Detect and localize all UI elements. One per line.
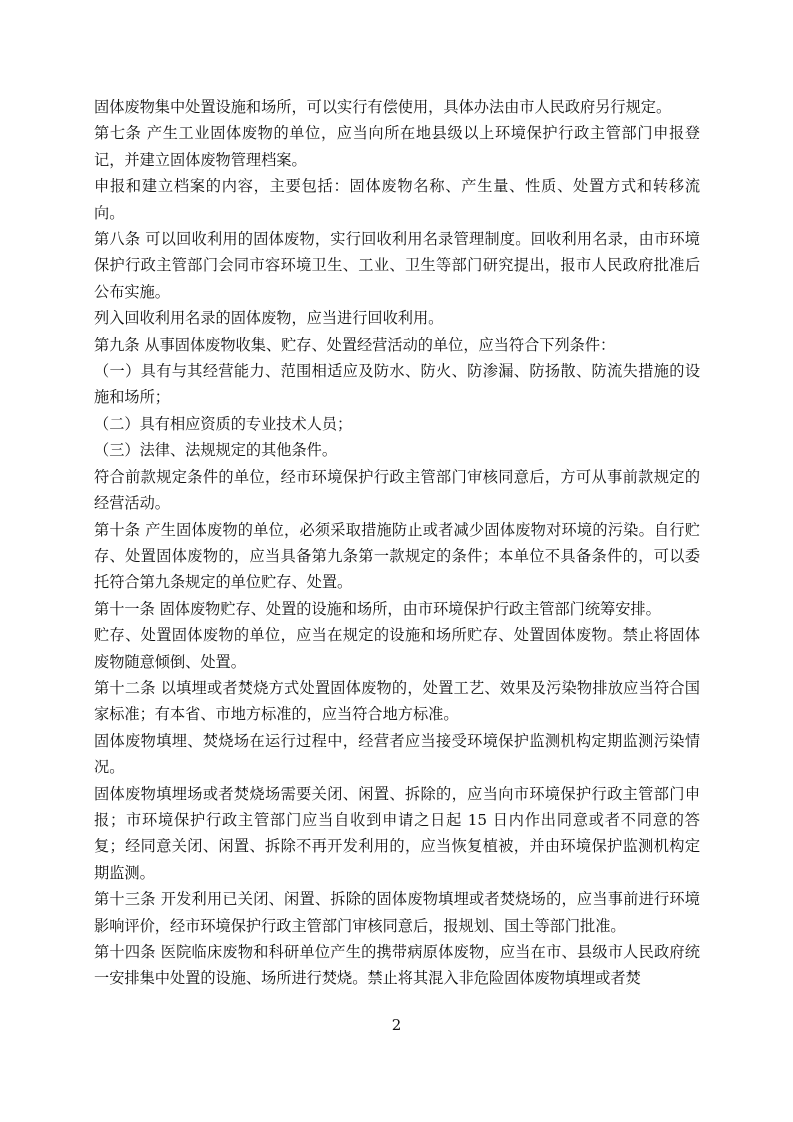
paragraph: 固体废物填埋、焚烧场在运行过程中，经营者应当接受环境保护监测机构定期监测污染情况。 bbox=[94, 731, 700, 777]
paragraph: 第七条 产生工业固体废物的单位，应当向所在地县级以上环境保护行政主管部门申报登记，并建立固体废物管理档案。 bbox=[94, 124, 700, 169]
paragraph: 第十二条 以填埋或者焚烧方式处置固体废物的，处置工艺、效果及污染物排放应当符合国家标准；有本省、市地方标准的，应当符合地方标准。 bbox=[94, 678, 700, 724]
paragraph: 固体废物集中处置设施和场所，可以实行有偿使用，具体办法由市人民政府另行规定。 bbox=[94, 98, 672, 116]
paragraph: 贮存、处置固体废物的单位，应当在规定的设施和场所贮存、处置固体废物。禁止将固体废物随意倾倒、处置。 bbox=[94, 626, 700, 671]
paragraph: 符合前款规定条件的单位，经市环境保护行政主管部门审核同意后，方可从事前款规定的经营活动。 bbox=[94, 467, 700, 513]
paragraph: 第九条 从事固体废物收集、贮存、处置经营活动的单位，应当符合下列条件： bbox=[94, 335, 616, 354]
page-number: 2 bbox=[391, 1016, 402, 1034]
paragraph: （二）具有相应资质的专业技术人员； bbox=[94, 414, 353, 433]
paragraph: 第十一条 固体废物贮存、处置的设施和场所，由市环境保护行政主管部门统筹安排。 bbox=[94, 599, 661, 618]
paragraph: （三）法律、法规规定的其他条件。 bbox=[94, 441, 337, 460]
paragraph: （一）具有与其经营能力、范围相适应及防水、防火、防渗漏、防扬散、防流失措施的设施和场所； bbox=[94, 362, 700, 407]
paragraph: 第十三条 开发利用已关闭、闲置、拆除的固体废物填埋或者焚烧场的，应当事前进行环境影响评价，经市环境保护行政主管部门审核同意后，报规划、国土等部门批准。 bbox=[94, 890, 700, 935]
paragraph: 固体废物填埋场或者焚烧场需要关闭、闲置、拆除的，应当向市环境保护行政主管部门申报；市环境保护行政主管部门应当自收到申请之日起 15 日内作出同意或者不同意的答复；经同意关闭、闲置、拆除不再开发利用的，应当恢复植被，并由环境保护监测机构定期监测。 bbox=[94, 784, 700, 882]
paragraph: 列入回收利用名录的固体废物，应当进行回收利用。 bbox=[94, 309, 444, 328]
paragraph: 申报和建立档案的内容，主要包括：固体废物名称、产生量、性质、处置方式和转移流向。 bbox=[94, 177, 700, 222]
paragraph: 第十条 产生固体废物的单位，必须采取措施防止或者减少固体废物对环境的污染。自行贮存、处置固体废物的，应当具备第九条第一款规定的条件；本单位不具备条件的，可以委托符合第九条规定的单位贮存、处置。 bbox=[94, 520, 700, 592]
paragraph: 第十四条 医院临床废物和科研单位产生的携带病原体废物，应当在市、县级市人民政府统一安排集中处置的设施、场所进行焚烧。禁止将其混入非危险固体废物填埋或者焚 bbox=[94, 943, 700, 988]
paragraph: 第八条 可以回收利用的固体废物，实行回收利用名录管理制度。回收利用名录，由市环境保护行政主管部门会同市容环境卫生、工业、卫生等部门研究提出，报市人民政府批准后公布实施。 bbox=[94, 230, 700, 301]
document-body bbox=[94, 94, 700, 992]
